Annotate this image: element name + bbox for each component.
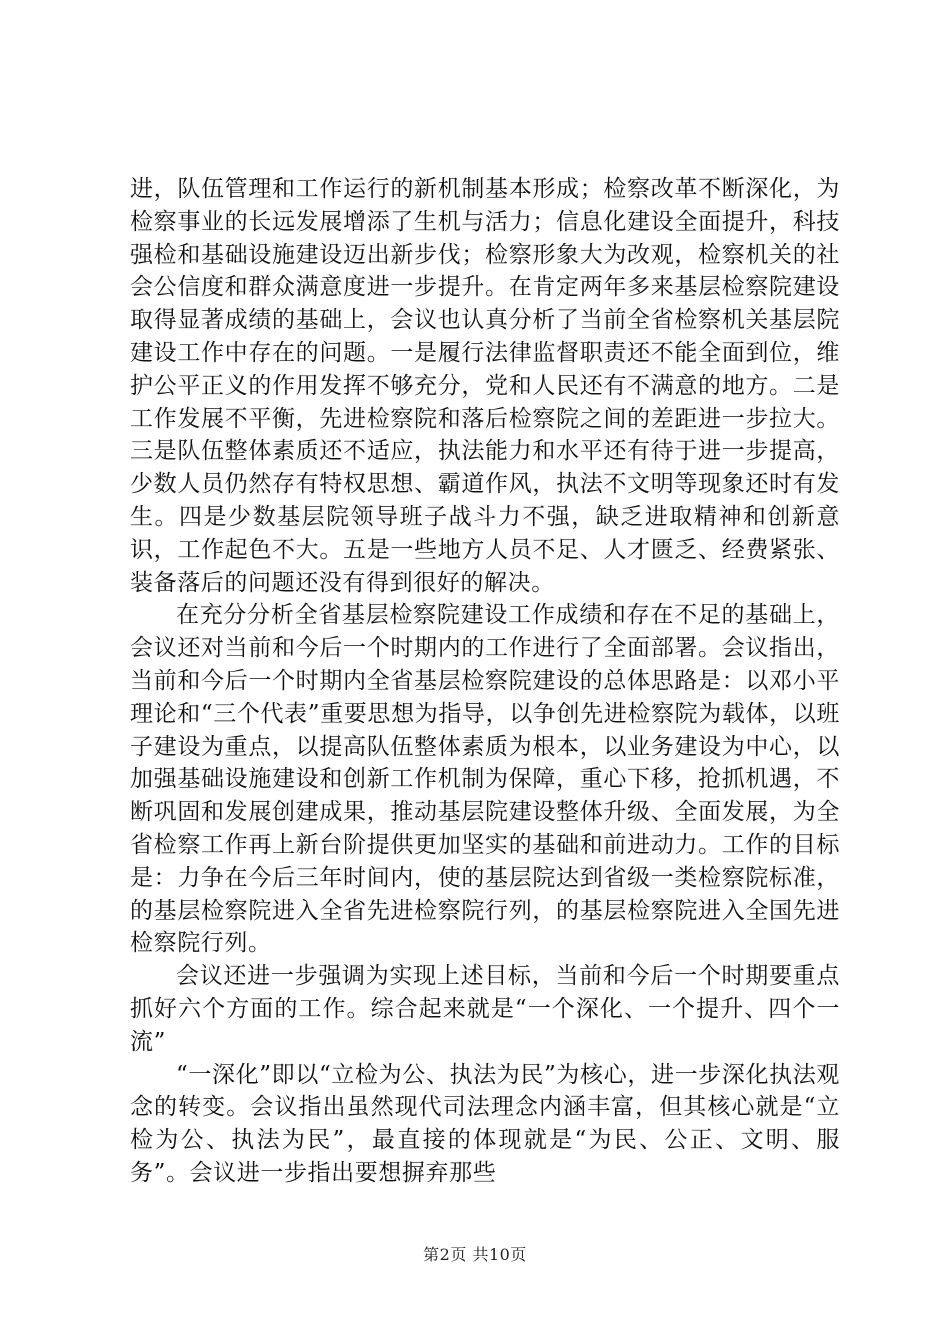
- body-paragraph-1: 进，队伍管理和工作运行的新机制基本形成；检察改革不断深化，为检察事业的长远发展增添了生机与活力；信息化建设全面提升，科技强检和基础设施建设迈出新步伐；检察形象大为改观，检察机关的社会公信度和群众满意度进一步提升。在肯定两年多来基层检察院建设取得显著成绩的基础上，会议也认真分析了当前全省检察机关基层院建设工作中存在的问题。一是履行法律监督职责还不能全面到位，维护公平正义的作用发挥不够充分，党和人民还有不满意的地方。二是工作发展不平衡，先进检察院和落后检察院之间的差距进一步拉大。三是队伍整体素质还不适应，执法能力和水平还有待于进一步提高，少数人员仍然存有特权思想、霸道作风，执法不文明等现象还时有发生。四是少数基层院领导班子战斗力不强，缺乏进取精神和创新意识，工作起色不大。五是一些地方人员不足、人才匮乏、经费紧张、装备落后的问题还没有得到很好的解决。: [130, 176, 840, 596]
- page-number-footer: 第2页 共10页: [423, 1245, 527, 1264]
- body-paragraph-2: 在充分分析全省基层检察院建设工作成绩和存在不足的基础上，会议还对当前和今后一个时期内的工作进行了全面部署。会议指出，当前和今后一个时期内全省基层检察院建设的总体思路是：以邓小平理论和“三个代表”重要思想为指导，以争创先进检察院为载体，以班子建设为重点，以提高队伍整体素质为根本，以业务建设为中心，以加强基础设施建设和创新工作机制为保障，重心下移，抢抓机遇，不断巩固和发展创建成果，推动基层院建设整体升级、全面发展，为全省检察工作再上新台阶提供更加坚实的基础和前进动力。工作的目标是：力争在今后三年时间内，使的基层院达到省级一类检察院标准，的基层检察院进入全省先进检察院行列，的基层检察院进入全国先进检察院行列。: [130, 602, 840, 957]
- document-body: [130, 173, 840, 1190]
- body-paragraph-3: 会议还进一步强调为实现上述目标，当前和今后一个时期要重点抓好六个方面的工作。综合起来就是“一个深化、一个提升、四个一流”: [130, 963, 840, 1055]
- body-paragraph-4: “一深化”即以“立检为公、执法为民”为核心，进一步深化执法观念的转变。会议指出虽然现代司法理念内涵丰富，但其核心就是“立检为公、执法为民”，最直接的体现就是“为民、公正、文明、服务”。会议进一步指出要想摒弃那些: [130, 1061, 840, 1186]
